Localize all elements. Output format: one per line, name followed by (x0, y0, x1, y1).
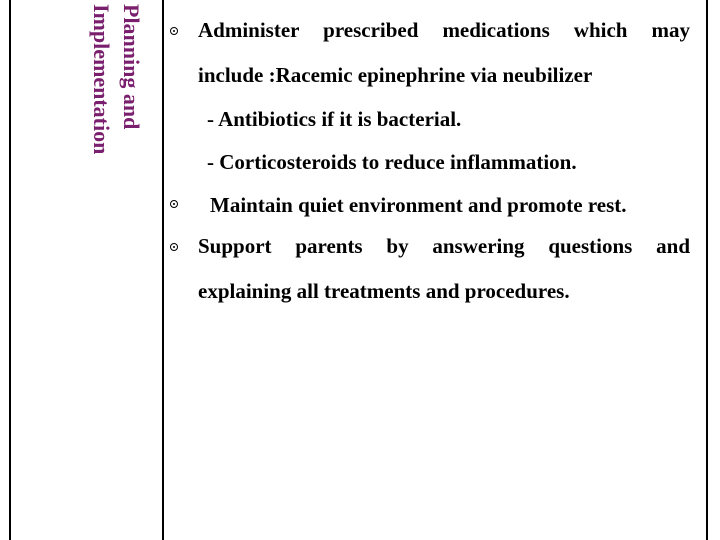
item-3-line-1: Support parents by answering questions and (198, 234, 690, 258)
bullet-icon (170, 27, 178, 35)
section-heading (86, 4, 146, 154)
sub-item-antibiotics: - Antibiotics if it is bacterial. (207, 107, 462, 131)
item-2: Maintain quiet environment and promote rest. (210, 193, 627, 217)
column-divider (162, 0, 164, 540)
section-heading-line-1: Planning and (119, 4, 144, 130)
bullet-icon (170, 243, 178, 251)
bullet-icon (170, 200, 178, 208)
item-1-line-1: Administer prescribed medications which may (198, 18, 690, 42)
section-heading-line-2: Implementation (89, 4, 114, 155)
item-1-line-2: include :Racemic epinephrine via neubilizer (198, 63, 593, 87)
sub-item-corticosteroids: - Corticosteroids to reduce inflammation. (207, 150, 577, 174)
item-3-line-2: explaining all treatments and procedures. (198, 279, 570, 303)
